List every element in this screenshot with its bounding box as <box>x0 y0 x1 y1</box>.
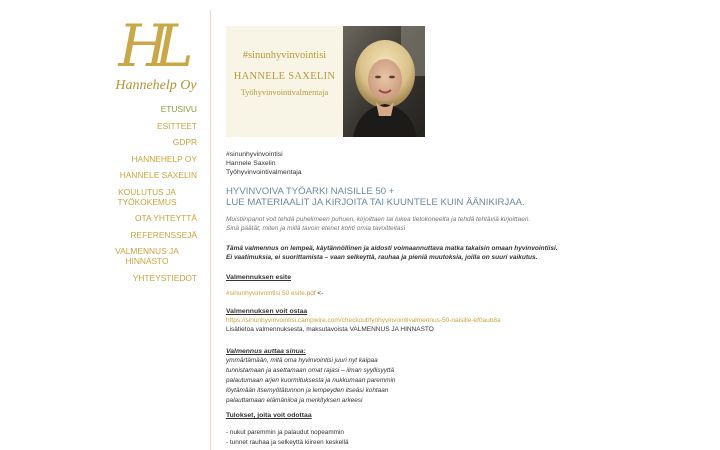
main-navigation <box>77 104 197 289</box>
banner-name: HANNELE SAXELIN <box>233 71 336 82</box>
sidebar-divider <box>210 10 211 450</box>
nav-item-gdpr[interactable]: GDPR <box>172 137 197 147</box>
logo-monogram: HL <box>118 12 180 80</box>
nav-item-referensseja[interactable]: REFERENSSEJÄ <box>130 229 197 240</box>
list-item: palauttamaan elämäniloa ja merkityksen arkeesi <box>226 397 363 405</box>
article-body <box>226 150 706 448</box>
main-content <box>226 26 706 448</box>
logo-company-name: Hannehelp Oy <box>115 78 197 93</box>
list-item: löytämään itsemyötätunnon ja lempeyden itseäsi kohtaan <box>226 387 389 395</box>
brochure-arrow: <- <box>315 290 324 298</box>
pitch-line-2: Ei vaatimuksia, ei suorittamista – vaan selkeyttä, rauhaa ja pieniä muutoksia, joilla on suuri vaikutus. <box>226 253 538 261</box>
logo[interactable] <box>113 14 199 98</box>
nav-item-koulutus-ja-tyokokemus[interactable]: KOULUTUS JA TYÖKOKEMUS <box>117 186 177 207</box>
tip-line-1: Muistiinpanot voit tehdä puhelimeen puhuen, kirjoittaen tai lukea tietokoneelta ja tehdä tehtäviä kirjoittaen. <box>226 216 531 223</box>
header-banner <box>226 26 706 137</box>
intro-role: Työhyvinvointivalmentaja <box>226 169 302 176</box>
nav-item-ota-yhteytta[interactable]: OTA YHTEYTTÄ <box>134 213 197 223</box>
nav-item-etusivu[interactable]: ETUSIVU <box>160 104 197 114</box>
nav-item-hannele-saxelin[interactable]: HANNELE SAXELIN <box>119 170 197 180</box>
headline-line-1: HYVINVOIVA TYÖARKI NAISILLE 50 + <box>226 186 395 197</box>
helps-list <box>226 356 706 406</box>
sidebar <box>0 0 211 450</box>
intro-name: Hannele Saxelin <box>226 160 276 167</box>
results-list <box>226 428 706 448</box>
intro-hashtag: #sinunhyvinvointisi <box>226 151 283 158</box>
banner-text-panel <box>226 26 343 137</box>
headline <box>226 186 706 208</box>
pitch-line-1: Tämä valmennus on lempeä, käytännöllinen ja aidosti voimaannuttava matka takaisin omaan hyvinvointiisi. <box>226 244 558 252</box>
helps-title: Valmennus auttaa sinua: <box>226 348 306 356</box>
list-item: palautumaan arjen kuormituksesta ja nukkumaan paremmin <box>226 377 396 385</box>
brochure-row <box>226 282 706 300</box>
portrait-photo <box>343 26 425 137</box>
headline-line-2: LUE MATERIAALIT JA KIRJOITA TAI KUUNTELE KUIN ÄÄNIKIRJAA. <box>226 197 525 208</box>
list-item: tunnistamaan ja asettamaan omat rajasi – ilman syyllisyyttä <box>226 367 395 375</box>
portrait-illustration <box>343 26 425 137</box>
list-item: ymmärtämään, mitä oma hyvinvointisi juuri nyt kaipaa <box>226 357 378 365</box>
tip-line-2: Sinä päätät, miten ja millä tavoin etenet kohti omia tavoitteitasi <box>226 225 406 233</box>
nav-item-hannehelp-oy[interactable]: HANNEHELP OY <box>131 153 197 164</box>
brochure-title: Valmennuksen esite <box>226 274 291 282</box>
banner-hashtag: #sinunhyvinvointisi <box>242 50 327 61</box>
pitch-paragraph <box>226 244 706 263</box>
tip-paragraph <box>226 215 706 234</box>
list-item: - nukut paremmin ja palaudut nopeammin <box>226 429 344 437</box>
nav-item-yhteystiedot[interactable]: YHTEYSTIEDOT <box>132 272 197 283</box>
buy-checkout-link[interactable]: https://sinunhyvinvointisi.campwire.com/checkout/tyohyvinvointivalmennus-50-naisille-ef0aub8a <box>226 317 501 325</box>
list-item: - tunnet rauhaa ja selkeyttä kiireen keskellä <box>226 439 349 447</box>
buy-title: Valmennuksen voit ostaa <box>226 308 308 316</box>
buy-more-info: Lisätietoa valmennuksesta, maksutavoista VALMENNUS JA HINNASTO <box>226 326 434 334</box>
nav-item-valmennus-ja-hinnasto[interactable]: VALMENNUS JA HINNASTO <box>115 246 179 266</box>
banner-role: Työhyvinvointivalmentaja <box>240 88 329 97</box>
nav-item-esitteet[interactable]: ESITTEET <box>156 120 197 131</box>
brochure-pdf-link[interactable]: #sinunhyvinvointisi 50 esite.pdf <box>226 290 316 298</box>
results-title: Tulokset, joita voit odottaa <box>226 412 312 420</box>
